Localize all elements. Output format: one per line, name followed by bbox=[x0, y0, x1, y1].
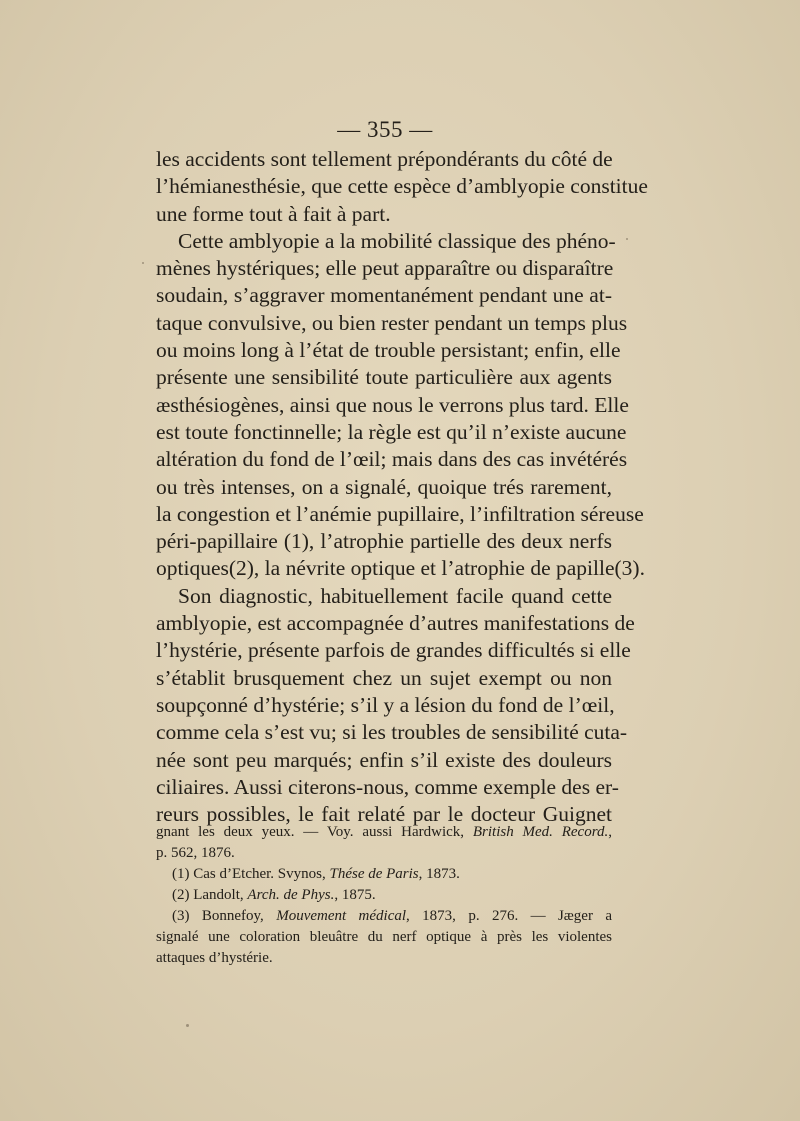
page-number: — 355 — bbox=[337, 117, 433, 142]
text-line: ou moins long à l’état de trouble persistant; enfin, elle bbox=[156, 338, 621, 363]
text-line: mènes hystériques; elle peut apparaître ou disparaître bbox=[156, 256, 614, 281]
footnote-3: (3) Bonnefoy, Mouvement médical, 1873, p. 276. — Jæger a bbox=[172, 908, 613, 924]
text-line: l’hémianesthésie, que cette espèce d’amblyopie constitue bbox=[156, 174, 648, 199]
footnote-continuation-line: gnant les deux yeux. — Voy. aussi Hardwick, British Med. Record., bbox=[156, 824, 612, 840]
text-line: ciliaires. Aussi citerons-nous, comme exemple des er- bbox=[156, 774, 619, 799]
text-line: les accidents sont tellement prépondérants du côté de bbox=[156, 147, 613, 171]
footnote-3-line: signalé une coloration bleuâtre du nerf optique à près les violentes bbox=[156, 929, 612, 945]
footnote-1: (1) Cas d’Etcher. Svynos, Thése de Paris, 1873. bbox=[172, 866, 460, 882]
text-line: s’établit brusquement chez un sujet exempt ou non bbox=[156, 665, 612, 690]
text-line: l’hystérie, présente parfois de grandes difficultés si elle bbox=[156, 638, 631, 663]
main-text bbox=[156, 146, 648, 828]
footnotes bbox=[156, 822, 612, 969]
footnote-continuation-line: p. 562, 1876. bbox=[156, 845, 235, 861]
text-line: présente une sensibilité toute particulière aux agents bbox=[156, 365, 612, 390]
text-line: taque convulsive, ou bien rester pendant un temps plus bbox=[156, 310, 628, 335]
text-line: reurs possibles, le fait relaté par le docteur Guignet bbox=[156, 802, 612, 827]
text-line: amblyopie, est accompagnée d’autres manifestations de bbox=[156, 611, 635, 636]
paper-speck bbox=[626, 238, 628, 240]
footnote-2: (2) Landolt, Arch. de Phys., 1875. bbox=[172, 887, 376, 903]
paper-speck bbox=[142, 262, 144, 264]
text-line: née sont peu marqués; enfin s’il existe des douleurs bbox=[156, 747, 612, 772]
text-line: péri-papillaire (1), l’atrophie partielle des deux nerfs bbox=[156, 529, 612, 554]
text-line: ou très intenses, on a signalé, quoique trés rarement, bbox=[156, 474, 612, 499]
text-line: est toute fonctinnelle; la règle est qu’il n’existe aucune bbox=[156, 419, 627, 444]
text-line: optiques(2), la névrite optique et l’atrophie de papille(3). bbox=[156, 556, 645, 581]
text-line: la congestion et l’anémie pupillaire, l’infiltration séreuse bbox=[156, 501, 644, 526]
text-line: altération du fond de l’œil; mais dans des cas invétérés bbox=[156, 447, 628, 472]
text-line: soudain, s’aggraver momentanément pendant une at- bbox=[156, 283, 612, 308]
paper-speck bbox=[186, 1024, 189, 1027]
text-line: comme cela s’est vu; si les troubles de sensibilité cuta- bbox=[156, 720, 628, 745]
text-line: une forme tout à fait à part. bbox=[156, 201, 391, 226]
text-line: Cette amblyopie a la mobilité classique des phéno- bbox=[178, 228, 616, 253]
footnote-3-line: attaques d’hystérie. bbox=[156, 950, 273, 966]
text-line: æsthésiogènes, ainsi que nous le verrons plus tard. Elle bbox=[156, 392, 629, 417]
text-line: soupçonné d’hystérie; s’il y a lésion du fond de l’œil, bbox=[156, 692, 615, 717]
text-line: Son diagnostic, habituellement facile quand cette bbox=[178, 583, 612, 608]
